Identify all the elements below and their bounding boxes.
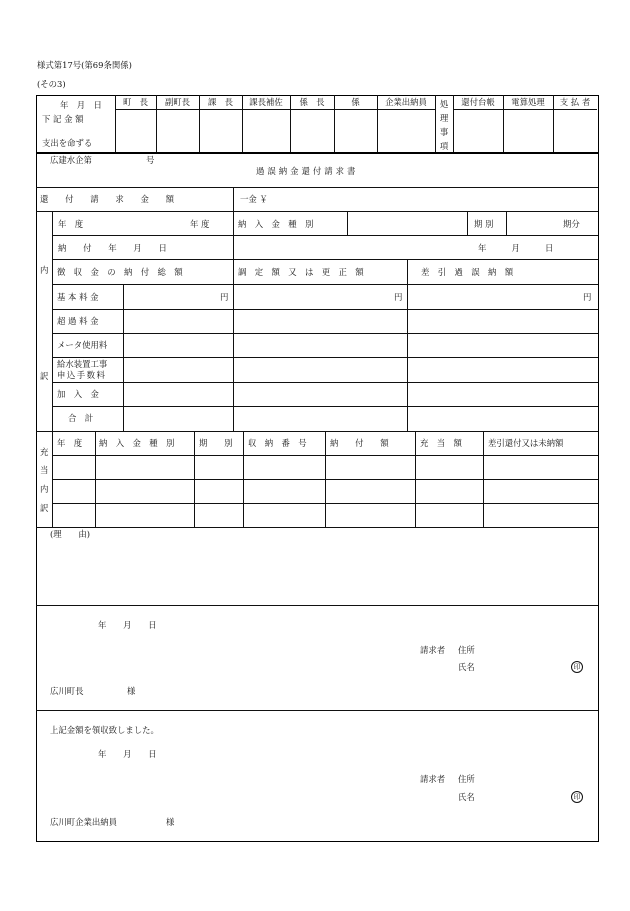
request-addressee: 広川町長 <box>50 686 84 696</box>
document-title: 過誤納金還付請求書 <box>256 166 359 176</box>
col-adjusted: 調 定 額 又 は 更 正 額 <box>238 267 364 277</box>
alloc-col-period: 期 別 <box>199 438 233 448</box>
request-date: 年 月 日 <box>98 620 157 630</box>
alloc-col-balance: 差引還付又は未納額 <box>488 438 564 448</box>
refund-amount-label: 還 付 請 求 金 額 <box>40 194 174 204</box>
yen-1: 円 <box>220 292 229 302</box>
receipt-addressee: 広川町企業出納員 <box>50 817 117 827</box>
alloc-col-applied: 充 当 額 <box>420 438 462 448</box>
form-sub-number: (その3) <box>37 79 66 89</box>
row-total: 合 計 <box>68 413 94 423</box>
col-mayor: 町 長 <box>122 97 149 107</box>
receipt-requester-label: 請求者 <box>420 774 446 784</box>
alloc-col-receipt-no: 収 納 番 号 <box>248 438 307 448</box>
receipt-name-label: 氏名 <box>458 792 475 802</box>
row-excess-fee: 超 過 料 金 <box>57 316 99 326</box>
approval-date-label: 年 月 日 <box>60 100 102 110</box>
processing-char-3: 事 <box>439 127 449 137</box>
receipt-seal-icon: 印 <box>571 791 583 803</box>
receipt-address-label: 住所 <box>458 774 475 784</box>
request-seal-icon: 印 <box>571 661 583 673</box>
col-diff: 差 引 過 誤 納 額 <box>421 267 514 277</box>
col-subsection-chief: 係 長 <box>299 97 325 107</box>
breakdown-side-bottom: 訳 <box>40 371 49 381</box>
col-refund-ledger: 還付台帳 <box>461 97 495 107</box>
alloc-side-3: 内 <box>40 484 49 494</box>
processing-char-4: 項 <box>439 141 449 151</box>
request-requester-label: 請求者 <box>420 645 446 655</box>
payment-date-right: 年 月 日 <box>478 243 554 253</box>
year-label: 年 度 <box>58 219 84 229</box>
processing-char-1: 処 <box>439 99 449 109</box>
row-installation-1: 給水装置工事 <box>57 359 108 369</box>
col-staff: 係 <box>351 97 360 107</box>
processing-char-2: 理 <box>439 113 449 123</box>
row-basic-fee: 基 本 料 金 <box>57 292 99 302</box>
yen-3: 円 <box>583 292 592 302</box>
alloc-side-4: 訳 <box>40 503 49 513</box>
col-total-paid: 徴 収 金 の 納 付 総 額 <box>57 267 183 277</box>
alloc-col-type: 納 入 金 種 別 <box>99 438 175 448</box>
col-cashier: 企業出納員 <box>385 97 427 107</box>
year-suffix: 年 度 <box>190 219 210 229</box>
request-name-label: 氏名 <box>458 662 475 672</box>
payment-date-label: 納 付 年 月 日 <box>58 243 167 253</box>
receipt-date: 年 月 日 <box>98 749 157 759</box>
col-section-chief: 課 長 <box>207 97 234 107</box>
approval-amount-label: 下 記 金 額 <box>42 114 84 124</box>
yen-2: 円 <box>394 292 403 302</box>
alloc-side-2: 当 <box>40 465 49 475</box>
row-meter-fee: メータ使用料 <box>57 340 108 350</box>
form-number: 様式第17号(第69条関係) <box>37 60 132 70</box>
period-label: 期 別 <box>474 219 494 229</box>
doc-no-suffix: 号 <box>146 155 155 165</box>
income-type-label: 納 入 金 種 別 <box>238 219 314 229</box>
alloc-col-year: 年 度 <box>57 438 83 448</box>
col-assistant-chief: 課長補佐 <box>249 97 283 107</box>
receipt-statement: 上記金額を領収致しました。 <box>50 725 159 735</box>
breakdown-side-top: 内 <box>40 265 49 275</box>
reason-field[interactable] <box>40 542 592 602</box>
request-sama: 様 <box>127 686 136 696</box>
row-installation-2: 申込手数料 <box>57 370 107 380</box>
doc-no-prefix: 広建水企第 <box>50 155 92 165</box>
receipt-sama: 様 <box>166 817 175 827</box>
alloc-col-paid: 納 付 額 <box>330 438 389 448</box>
row-entry-fee: 加 入 金 <box>57 389 99 399</box>
request-address-label: 住所 <box>458 645 475 655</box>
reason-label: (理 由) <box>50 529 91 539</box>
period-suffix: 期分 <box>563 219 580 229</box>
alloc-side-1: 充 <box>40 447 49 457</box>
approval-order-label: 支出を命ずる <box>42 138 93 148</box>
refund-amount-value[interactable] <box>290 189 590 209</box>
col-payer: 支 払 者 <box>559 97 591 107</box>
col-deputy-mayor: 副町長 <box>164 97 191 107</box>
col-computer-processing: 電算処理 <box>511 97 545 107</box>
refund-amount-prefix: 一金 ￥ <box>240 194 268 204</box>
